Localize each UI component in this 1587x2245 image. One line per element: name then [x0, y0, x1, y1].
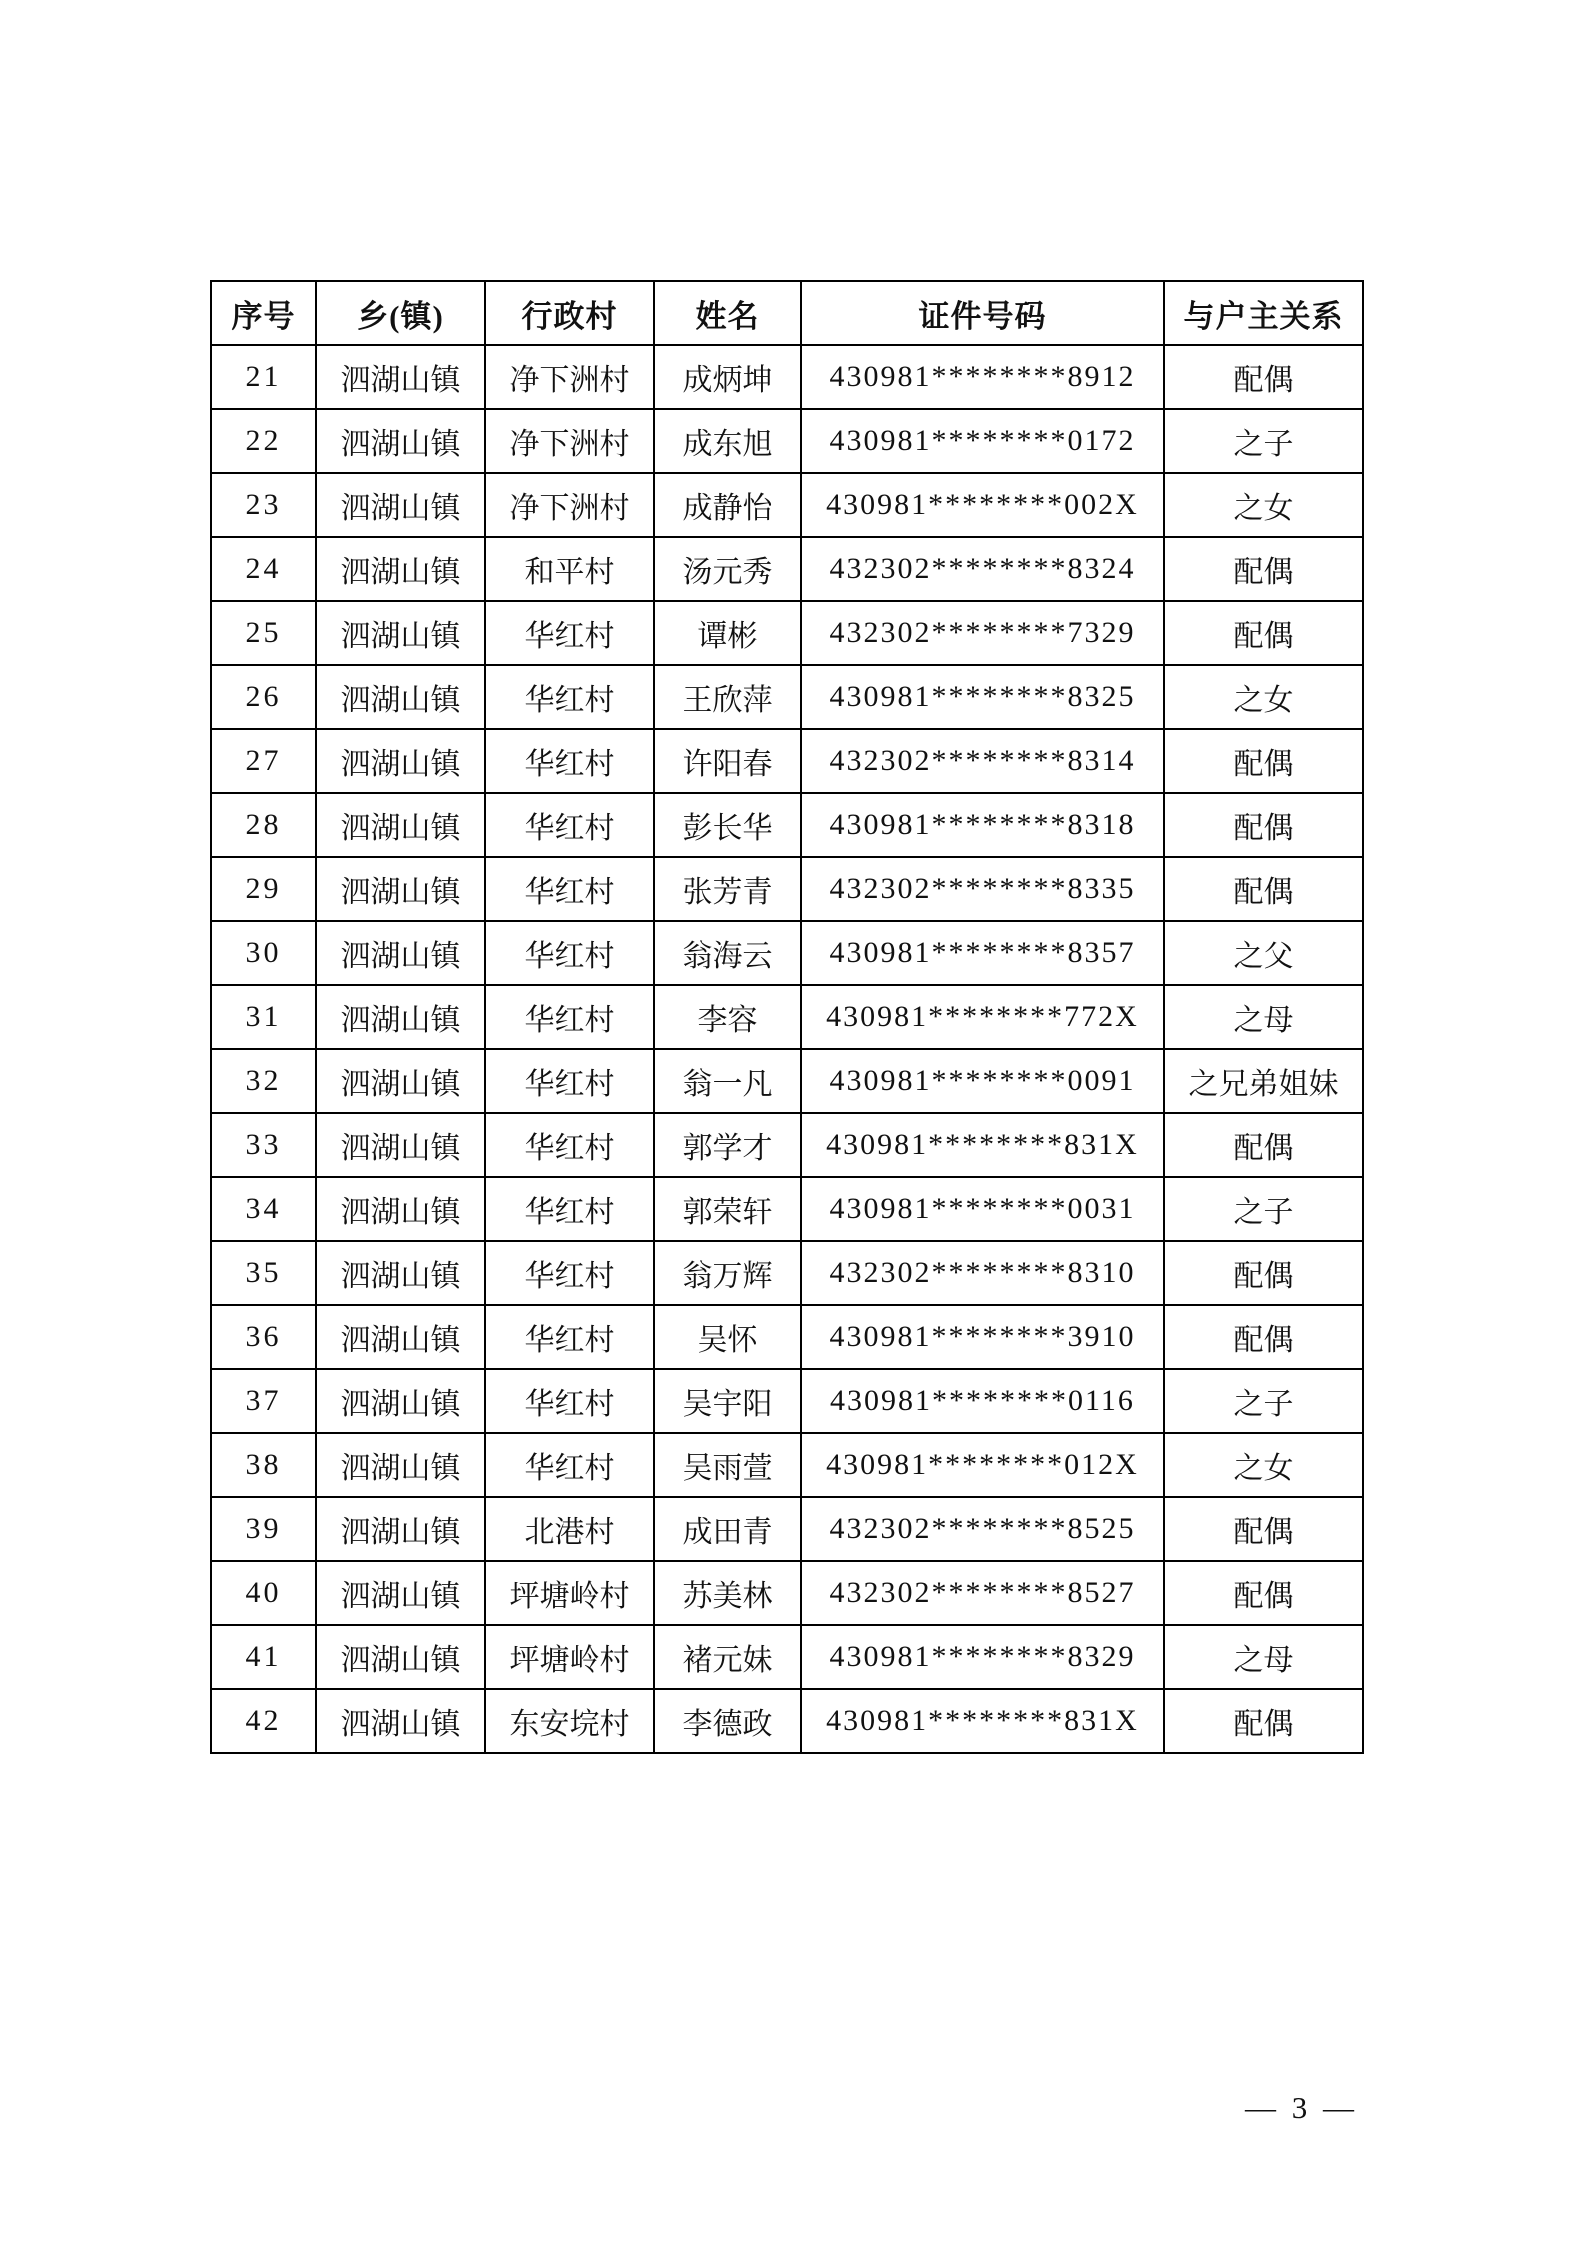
- cell-relationship: 之兄弟姐妹: [1164, 1049, 1363, 1113]
- cell-index: 42: [211, 1689, 316, 1753]
- table-header: [211, 281, 1363, 345]
- cell-relationship: 之母: [1164, 1625, 1363, 1689]
- cell-id-number: 430981********8357: [801, 921, 1164, 985]
- cell-relationship: 之女: [1164, 473, 1363, 537]
- cell-index: 38: [211, 1433, 316, 1497]
- cell-relationship: 之母: [1164, 985, 1363, 1049]
- table-row: [211, 1497, 1363, 1561]
- cell-village: 华红村: [485, 793, 654, 857]
- cell-village: 华红村: [485, 921, 654, 985]
- table-header-row: [211, 281, 1363, 345]
- cell-relationship: 之父: [1164, 921, 1363, 985]
- cell-index: 25: [211, 601, 316, 665]
- cell-village: 华红村: [485, 1241, 654, 1305]
- cell-relationship: 配偶: [1164, 857, 1363, 921]
- cell-village: 华红村: [485, 729, 654, 793]
- cell-township: 泗湖山镇: [316, 985, 485, 1049]
- cell-relationship: 配偶: [1164, 1497, 1363, 1561]
- cell-village: 华红村: [485, 985, 654, 1049]
- cell-relationship: 之子: [1164, 1177, 1363, 1241]
- cell-village: 东安垸村: [485, 1689, 654, 1753]
- cell-name: 成炳坤: [654, 345, 801, 409]
- table-row: [211, 473, 1363, 537]
- table-row: [211, 793, 1363, 857]
- cell-township: 泗湖山镇: [316, 1689, 485, 1753]
- cell-id-number: 430981********831X: [801, 1689, 1164, 1753]
- cell-index: 21: [211, 345, 316, 409]
- cell-village: 净下洲村: [485, 473, 654, 537]
- cell-village: 华红村: [485, 1113, 654, 1177]
- cell-id-number: 432302********8525: [801, 1497, 1164, 1561]
- cell-township: 泗湖山镇: [316, 473, 485, 537]
- table-row: [211, 1049, 1363, 1113]
- cell-name: 成静怡: [654, 473, 801, 537]
- table-body: [211, 345, 1363, 1753]
- table-row: [211, 1113, 1363, 1177]
- table-row: [211, 537, 1363, 601]
- cell-name: 成东旭: [654, 409, 801, 473]
- cell-name: 翁万辉: [654, 1241, 801, 1305]
- table-row: [211, 1241, 1363, 1305]
- cell-id-number: 432302********8314: [801, 729, 1164, 793]
- cell-id-number: 430981********831X: [801, 1113, 1164, 1177]
- cell-id-number: 430981********0172: [801, 409, 1164, 473]
- cell-id-number: 430981********0116: [801, 1369, 1164, 1433]
- cell-village: 华红村: [485, 1049, 654, 1113]
- cell-id-number: 430981********3910: [801, 1305, 1164, 1369]
- table-row: [211, 1305, 1363, 1369]
- cell-relationship: 配偶: [1164, 1561, 1363, 1625]
- table-row: [211, 1561, 1363, 1625]
- cell-name: 彭长华: [654, 793, 801, 857]
- cell-name: 吴怀: [654, 1305, 801, 1369]
- cell-id-number: 430981********002X: [801, 473, 1164, 537]
- cell-village: 华红村: [485, 1305, 654, 1369]
- cell-relationship: 配偶: [1164, 601, 1363, 665]
- cell-relationship: 配偶: [1164, 1305, 1363, 1369]
- cell-id-number: 430981********772X: [801, 985, 1164, 1049]
- cell-name: 翁一凡: [654, 1049, 801, 1113]
- cell-id-number: 432302********8310: [801, 1241, 1164, 1305]
- cell-village: 华红村: [485, 1369, 654, 1433]
- cell-name: 郭学才: [654, 1113, 801, 1177]
- cell-id-number: 432302********7329: [801, 601, 1164, 665]
- cell-name: 翁海云: [654, 921, 801, 985]
- cell-township: 泗湖山镇: [316, 1305, 485, 1369]
- cell-township: 泗湖山镇: [316, 1497, 485, 1561]
- cell-name: 王欣萍: [654, 665, 801, 729]
- cell-village: 净下洲村: [485, 345, 654, 409]
- cell-village: 华红村: [485, 1433, 654, 1497]
- col-header-township: 乡(镇): [316, 281, 485, 345]
- table-row: [211, 857, 1363, 921]
- cell-index: 22: [211, 409, 316, 473]
- cell-index: 26: [211, 665, 316, 729]
- cell-township: 泗湖山镇: [316, 1113, 485, 1177]
- cell-village: 和平村: [485, 537, 654, 601]
- table-row: [211, 1433, 1363, 1497]
- cell-index: 32: [211, 1049, 316, 1113]
- cell-relationship: 之子: [1164, 409, 1363, 473]
- cell-index: 28: [211, 793, 316, 857]
- cell-index: 24: [211, 537, 316, 601]
- cell-township: 泗湖山镇: [316, 665, 485, 729]
- cell-village: 华红村: [485, 665, 654, 729]
- cell-index: 35: [211, 1241, 316, 1305]
- cell-index: 36: [211, 1305, 316, 1369]
- cell-name: 汤元秀: [654, 537, 801, 601]
- table-row: [211, 985, 1363, 1049]
- table-row: [211, 1689, 1363, 1753]
- cell-township: 泗湖山镇: [316, 1049, 485, 1113]
- cell-relationship: 配偶: [1164, 345, 1363, 409]
- cell-relationship: 配偶: [1164, 793, 1363, 857]
- col-header-village: 行政村: [485, 281, 654, 345]
- cell-township: 泗湖山镇: [316, 1177, 485, 1241]
- table-row: [211, 409, 1363, 473]
- cell-name: 褚元妹: [654, 1625, 801, 1689]
- cell-name: 吴宇阳: [654, 1369, 801, 1433]
- table-row: [211, 921, 1363, 985]
- cell-name: 吴雨萱: [654, 1433, 801, 1497]
- page-number: — 3 —: [1245, 2090, 1358, 2125]
- cell-index: 29: [211, 857, 316, 921]
- cell-township: 泗湖山镇: [316, 1369, 485, 1433]
- cell-id-number: 430981********8912: [801, 345, 1164, 409]
- cell-id-number: 430981********8318: [801, 793, 1164, 857]
- cell-id-number: 430981********0091: [801, 1049, 1164, 1113]
- cell-township: 泗湖山镇: [316, 1241, 485, 1305]
- cell-township: 泗湖山镇: [316, 857, 485, 921]
- cell-index: 39: [211, 1497, 316, 1561]
- table-row: [211, 665, 1363, 729]
- cell-name: 成田青: [654, 1497, 801, 1561]
- cell-index: 30: [211, 921, 316, 985]
- table-row: [211, 1625, 1363, 1689]
- cell-name: 张芳青: [654, 857, 801, 921]
- table-row: [211, 1177, 1363, 1241]
- cell-name: 李容: [654, 985, 801, 1049]
- cell-village: 北港村: [485, 1497, 654, 1561]
- cell-index: 40: [211, 1561, 316, 1625]
- cell-id-number: 430981********8325: [801, 665, 1164, 729]
- cell-relationship: 配偶: [1164, 1241, 1363, 1305]
- col-header-name: 姓名: [654, 281, 801, 345]
- col-header-relationship: 与户主关系: [1164, 281, 1363, 345]
- cell-township: 泗湖山镇: [316, 1561, 485, 1625]
- cell-township: 泗湖山镇: [316, 1625, 485, 1689]
- col-header-id-number: 证件号码: [801, 281, 1164, 345]
- cell-relationship: 之女: [1164, 665, 1363, 729]
- cell-township: 泗湖山镇: [316, 921, 485, 985]
- cell-index: 37: [211, 1369, 316, 1433]
- table-row: [211, 601, 1363, 665]
- cell-name: 谭彬: [654, 601, 801, 665]
- table-row: [211, 345, 1363, 409]
- cell-relationship: 配偶: [1164, 537, 1363, 601]
- cell-village: 坪塘岭村: [485, 1561, 654, 1625]
- roster-table: [210, 280, 1364, 1754]
- cell-index: 23: [211, 473, 316, 537]
- table-row: [211, 729, 1363, 793]
- cell-township: 泗湖山镇: [316, 1433, 485, 1497]
- cell-name: 苏美林: [654, 1561, 801, 1625]
- cell-name: 郭荣轩: [654, 1177, 801, 1241]
- cell-id-number: 430981********0031: [801, 1177, 1164, 1241]
- cell-village: 华红村: [485, 1177, 654, 1241]
- cell-relationship: 配偶: [1164, 1113, 1363, 1177]
- table-row: [211, 1369, 1363, 1433]
- cell-id-number: 432302********8527: [801, 1561, 1164, 1625]
- cell-township: 泗湖山镇: [316, 409, 485, 473]
- cell-relationship: 之子: [1164, 1369, 1363, 1433]
- cell-village: 华红村: [485, 857, 654, 921]
- cell-village: 华红村: [485, 601, 654, 665]
- cell-index: 27: [211, 729, 316, 793]
- cell-id-number: 432302********8335: [801, 857, 1164, 921]
- cell-township: 泗湖山镇: [316, 345, 485, 409]
- cell-village: 净下洲村: [485, 409, 654, 473]
- cell-index: 33: [211, 1113, 316, 1177]
- cell-relationship: 配偶: [1164, 1689, 1363, 1753]
- col-header-index: 序号: [211, 281, 316, 345]
- cell-name: 许阳春: [654, 729, 801, 793]
- cell-township: 泗湖山镇: [316, 537, 485, 601]
- cell-id-number: 432302********8324: [801, 537, 1164, 601]
- cell-index: 41: [211, 1625, 316, 1689]
- cell-id-number: 430981********8329: [801, 1625, 1164, 1689]
- cell-index: 31: [211, 985, 316, 1049]
- cell-relationship: 配偶: [1164, 729, 1363, 793]
- cell-name: 李德政: [654, 1689, 801, 1753]
- cell-township: 泗湖山镇: [316, 793, 485, 857]
- cell-id-number: 430981********012X: [801, 1433, 1164, 1497]
- cell-relationship: 之女: [1164, 1433, 1363, 1497]
- cell-township: 泗湖山镇: [316, 729, 485, 793]
- cell-village: 坪塘岭村: [485, 1625, 654, 1689]
- cell-index: 34: [211, 1177, 316, 1241]
- cell-township: 泗湖山镇: [316, 601, 485, 665]
